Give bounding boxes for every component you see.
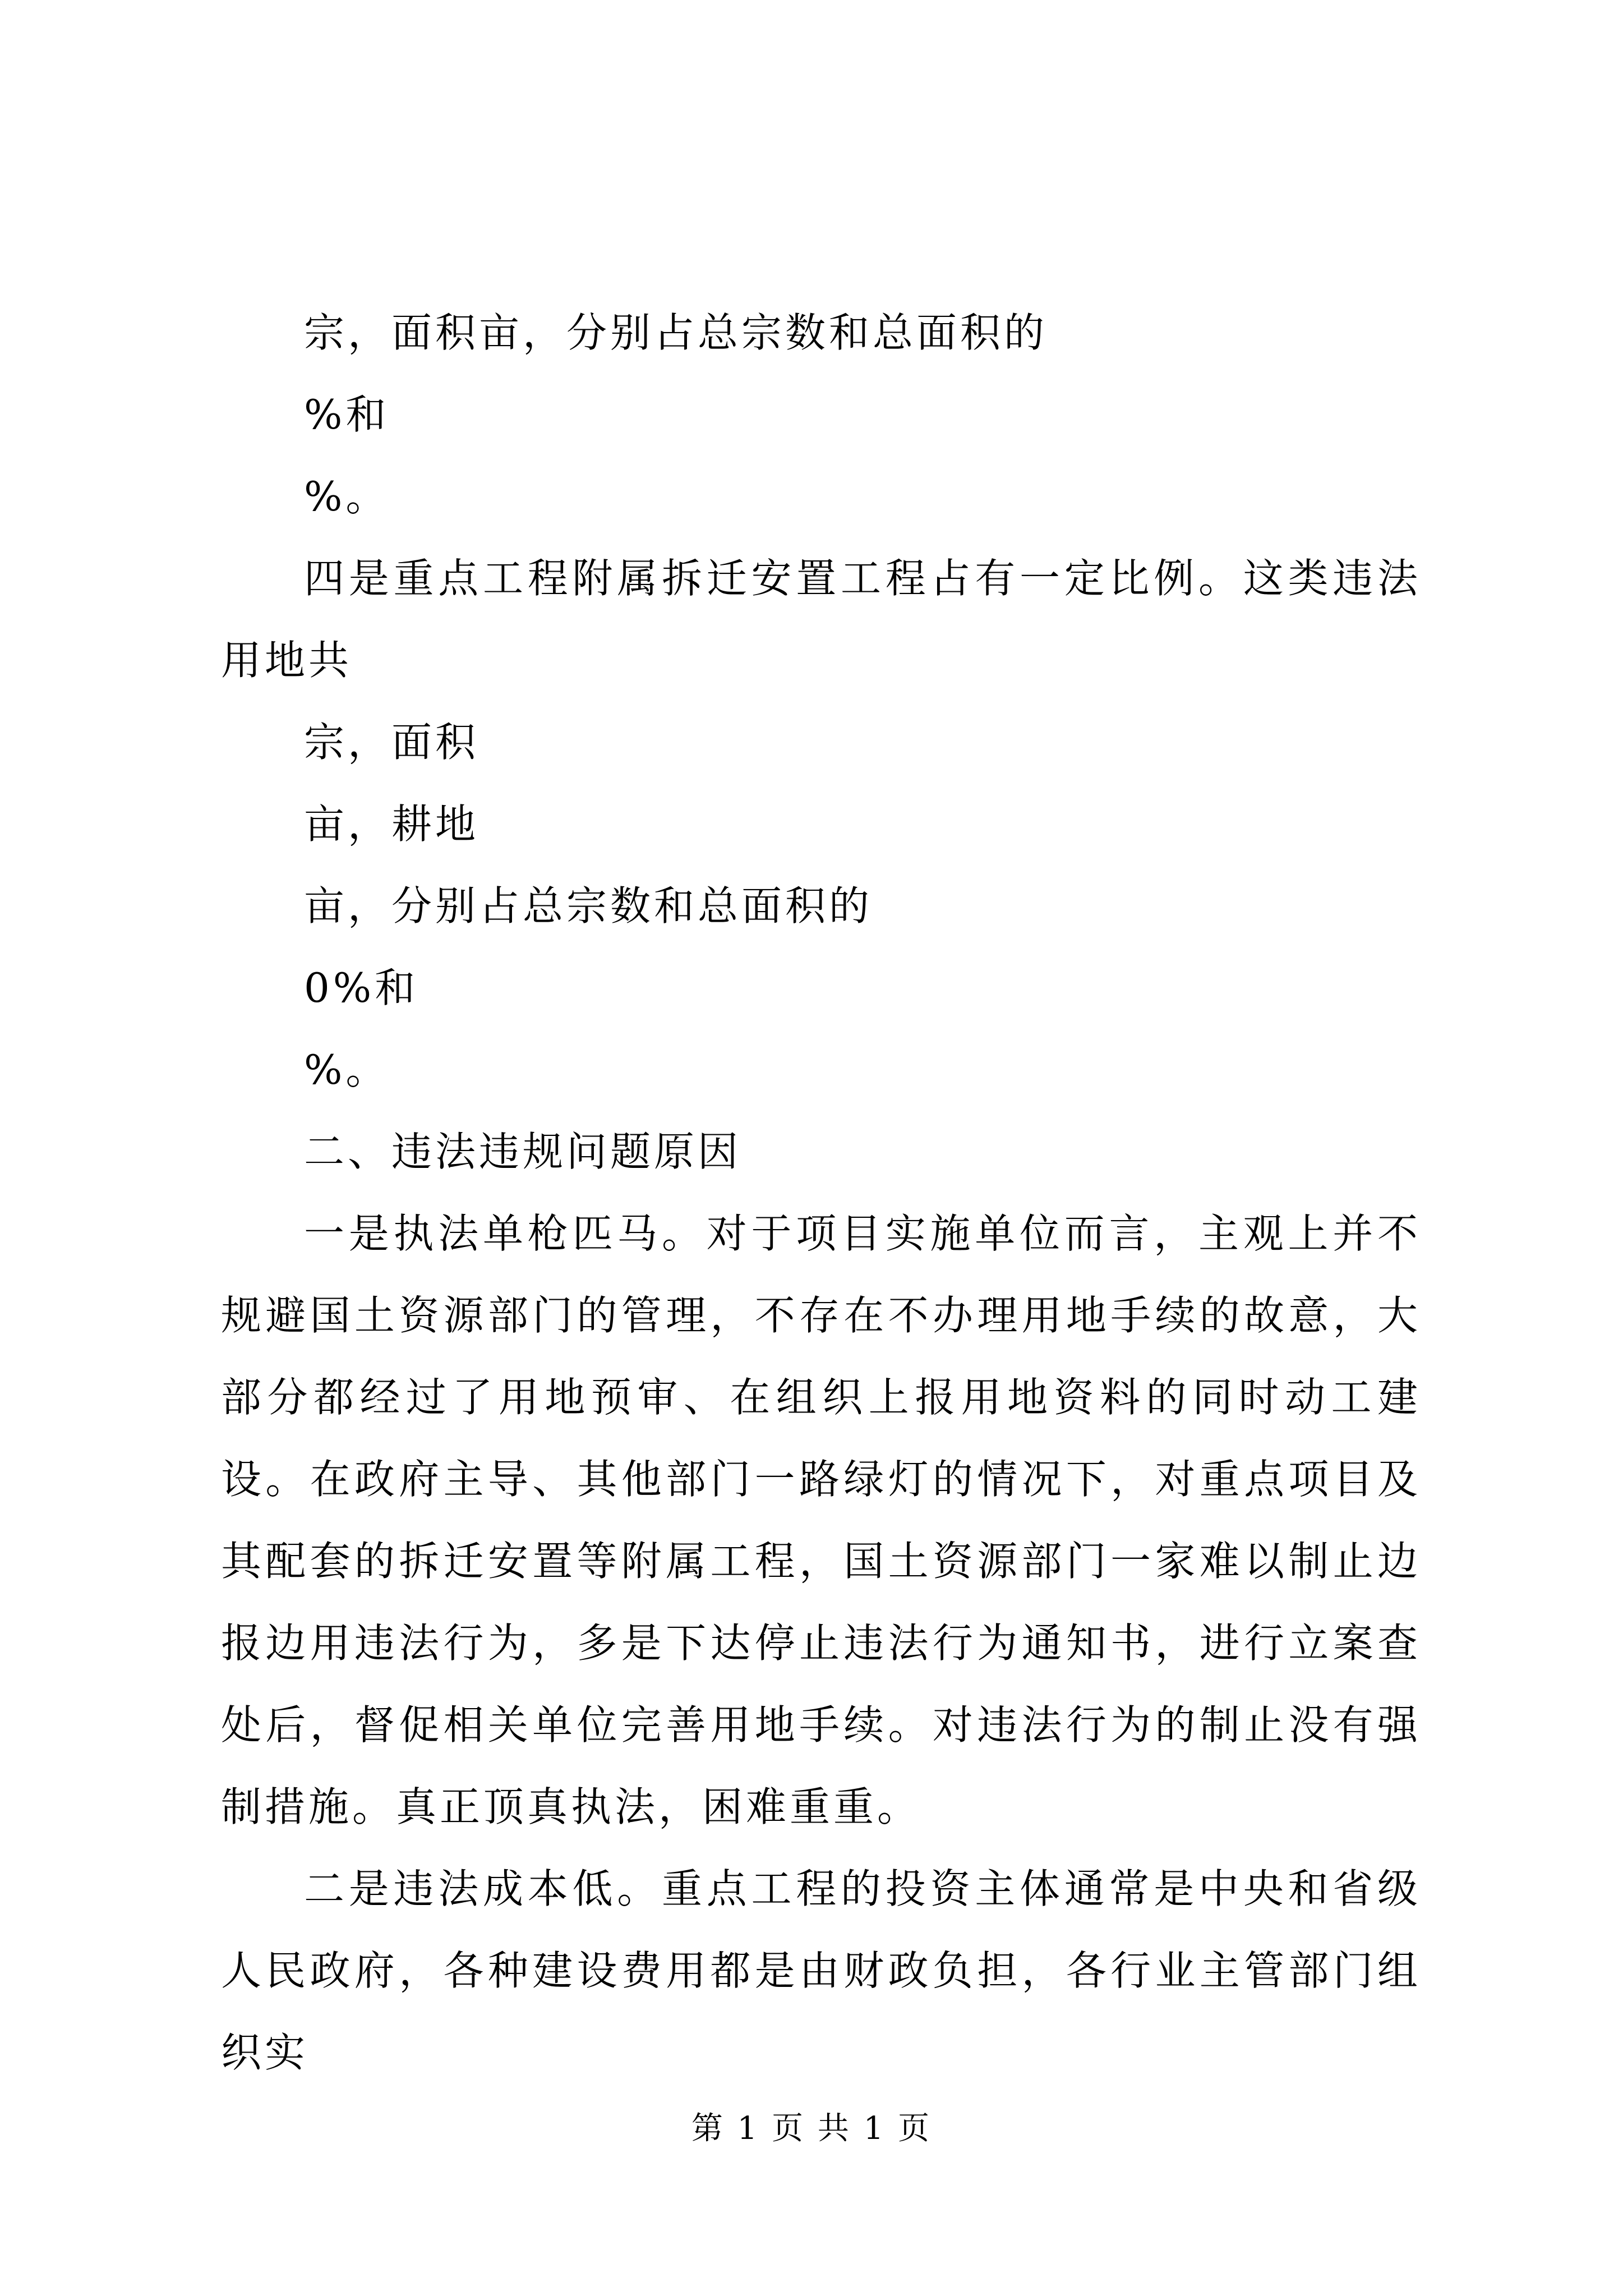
page-footer: 第 1 页 共 1 页 <box>691 2110 932 2147</box>
paragraph: %。 <box>304 1046 390 1093</box>
paragraph: 二是违法成本低。重点工程的投资主体通常是中央和省级人民政府，各种建设费用都是由财政负担，各行业主管部门组织实 <box>221 1865 1421 2076</box>
paragraph: 一是执法单枪匹马。对于项目实施单位而言，主观上并不规避国土资源部门的管理，不存在不办理用地手续的故意，大部分都经过了用地预审、在组织上报用地资料的同时动工建设。在政府主导、其他部门一路绿灯的情况下，对重点项目及其配套的拆迁安置等附属工程，国土资源部门一家难以制止边报边用违法行为，多是下达停止违法行为通知书，进行立案查处后，督促相关单位完善用地手续。对违法行为的制止没有强制措施。真正顶真执法，困难重重。 <box>221 1210 1421 1830</box>
paragraph: 宗，面积 <box>304 719 479 766</box>
paragraph: 宗，面积亩，分别占总宗数和总面积的 <box>304 309 1048 356</box>
paragraph: 亩，分别占总宗数和总面积的 <box>304 882 873 930</box>
paragraph: 亩，耕地 <box>304 800 479 848</box>
section-heading: 二、违法违规问题原因 <box>304 1128 742 1175</box>
document-body <box>221 292 1421 2093</box>
paragraph: %。 <box>304 473 390 520</box>
paragraph: 0%和 <box>304 964 419 1011</box>
paragraph: %和 <box>304 391 390 438</box>
paragraph: 四是重点工程附属拆迁安置工程占有一定比例。这类违法用地共 <box>221 555 1421 684</box>
